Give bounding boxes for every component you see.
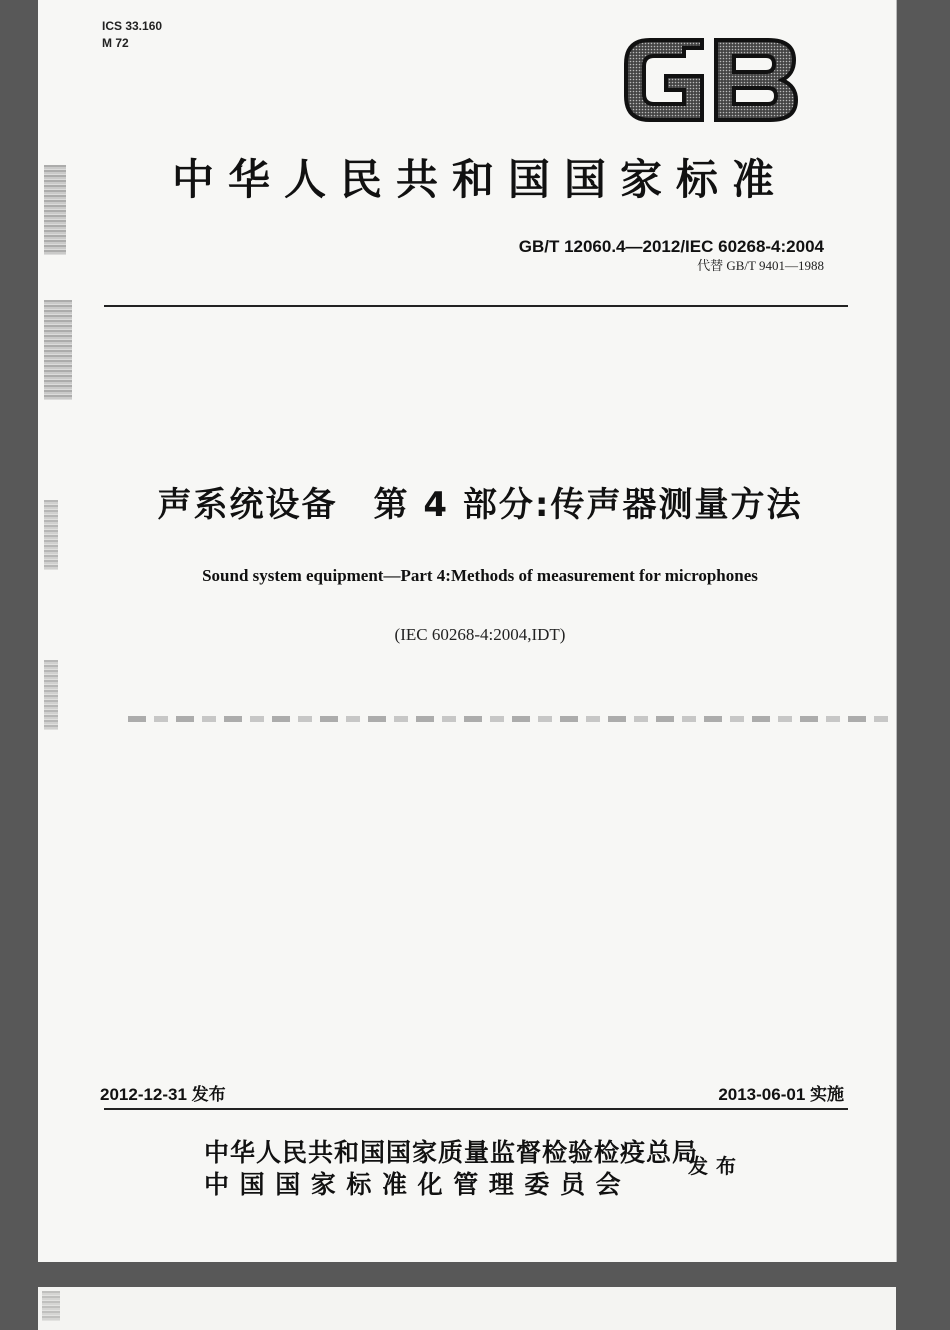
national-standard-title: 中华人民共和国国家标准 [171,155,788,204]
issuer-aqsiq: 中华人民共和国国家质量监督检验检疫总局 [204,1138,699,1167]
issue-label: 发布 [688,1154,744,1178]
ccs-code: M 72 [102,36,129,50]
scan-noise-left-3 [44,500,58,570]
scan-dashed-line [128,716,888,722]
implementation-date: 2013-06-01 实施 [718,1085,844,1104]
iec-equivalence: (IEC 60268-4:2004,IDT) [394,625,566,644]
scan-noise-left-1 [44,165,66,255]
scan-noise-left-2 [44,300,72,400]
issue-date: 2012-12-31 发布 [100,1085,226,1104]
document-title-en: Sound system equipment—Part 4:Methods of measurement for microphones [202,566,758,585]
classification-codes [102,18,162,52]
issuer-sac: 中国国家标准化管理委员会 [204,1170,632,1199]
next-page-edge [38,1287,896,1330]
header-divider [104,305,848,307]
gb-logo [620,30,800,130]
scan-noise-left-4 [44,660,58,730]
document-title-cn: 声系统设备 第 4 部分:传声器测量方法 [157,485,803,525]
replaces-standard: 代替 GB/T 9401—1988 [697,258,824,273]
standard-code: GB/T 12060.4—2012/IEC 60268-4:2004 [518,237,824,256]
scan-noise-next [42,1291,60,1321]
ics-code: ICS 33.160 [102,19,163,33]
footer-divider [104,1108,848,1110]
document-page [38,0,897,1262]
